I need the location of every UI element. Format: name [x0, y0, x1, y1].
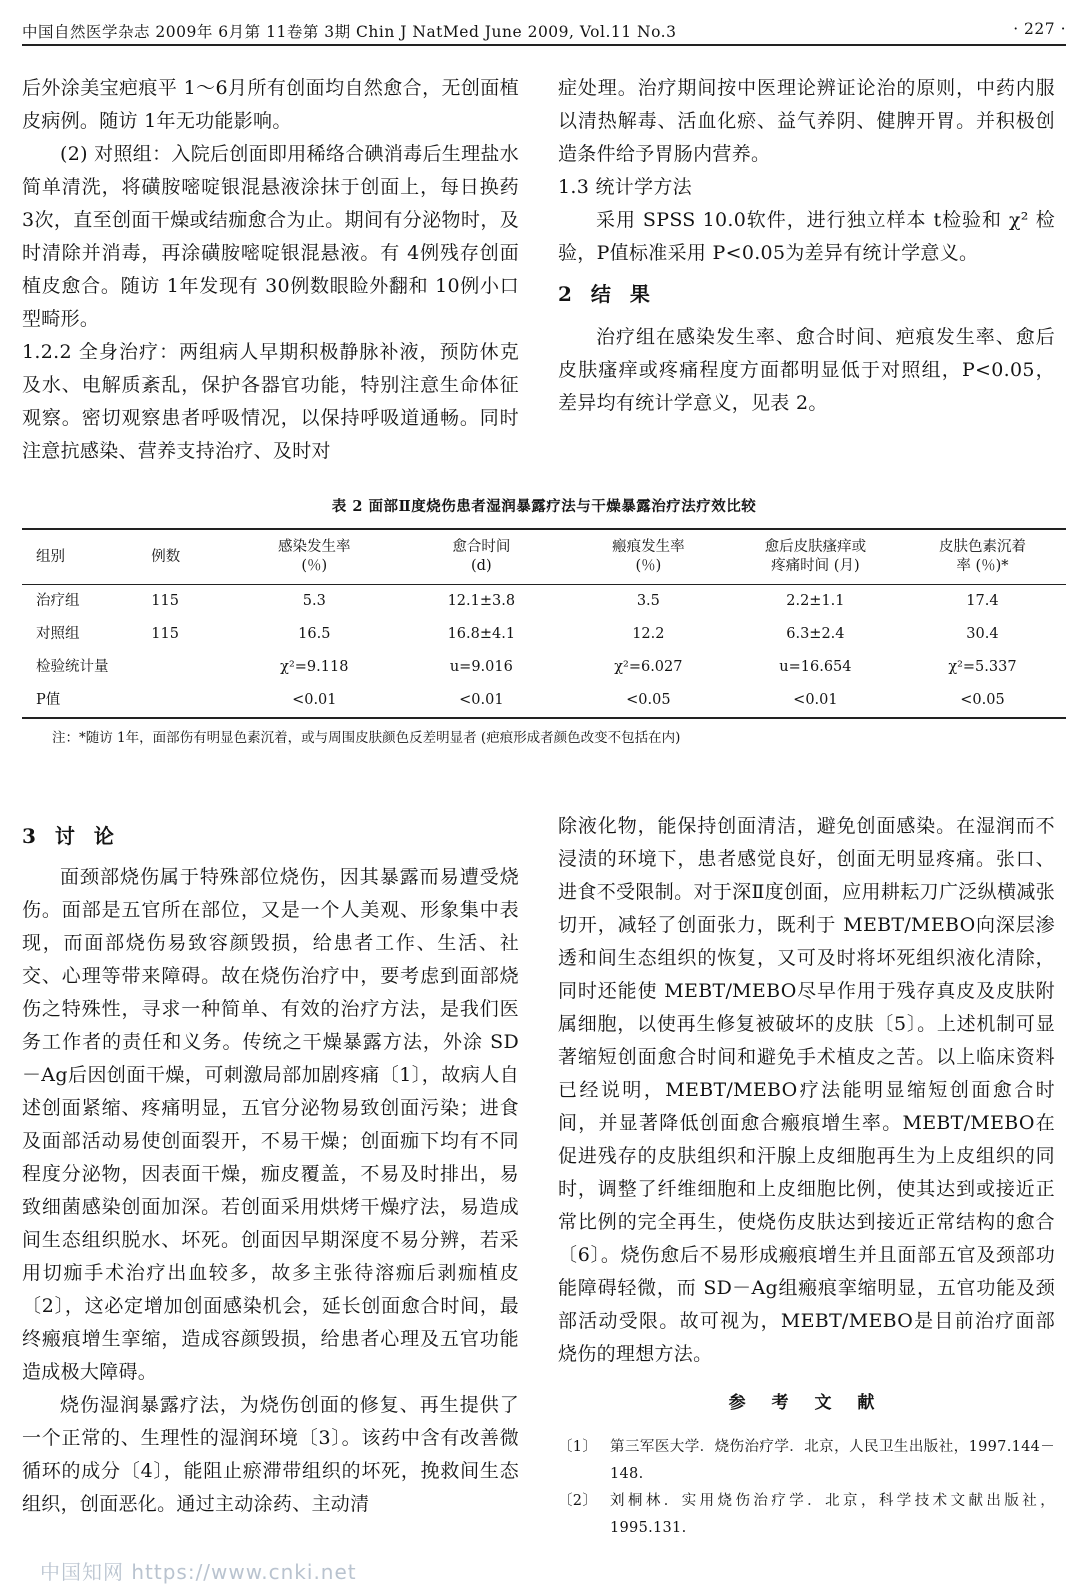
table-row: [22, 585, 1066, 619]
table-cell: 115: [151, 626, 179, 642]
table-header-cell: 愈后皮肤瘙痒或 疼痛时间 (月): [732, 529, 899, 585]
reference-number: 〔2〕: [558, 1493, 598, 1509]
table-cell: u=16.654: [779, 659, 852, 675]
table-cell: 检验统计量: [36, 659, 109, 675]
paragraph-discussion-3: 除液化物，能保持创面清洁，避免创面感染。在湿润而不浸渍的环境下，患者感觉良好，创面无明显疼痛。张口、进食不受限制。对于深Ⅱ度创面，应用耕耘刀广泛纵横减张切开，减轻了创面张力，既利于 MEBT/MEBO向深层渗透和间生态组织的恢复，又可及时将坏死组织液化清除，同时还能使 MEBT/MEBO尽早作用于残存真皮及皮肤附属细胞，以使再生修复被破坏的皮肤〔5〕。上述机制可显著缩短创面愈合时间和避免手术植皮之苦。以上临床资料已经说明，MEBT/MEBO疗法能明显缩短创面愈合时间，并显著降低创面愈合瘢痕增生率。MEBT/MEBO在促进残存的皮肤组织和汗腺上皮细胞再生为上皮组织的同时，调整了纤维细胞和上皮细胞比例，使其达到或接近正常比例的完全再生，使烧伤皮肤达到接近正常结构的愈合〔6〕。烧伤愈后不易形成瘢痕增生并且面部五官及颈部功能障碍轻微，而 SD－Ag组瘢痕挛缩明显，五官功能及颈部活动受限。故可视为，MEBT/MEBO是目前治疗面部烧伤的理想方法。: [558, 815, 1055, 1365]
table-row: [22, 618, 1066, 651]
table-row: [22, 651, 1066, 684]
table-2: [22, 496, 1066, 749]
section-heading-results: 2 结 果: [558, 282, 656, 306]
paragraph-discussion-2: 烧伤湿润暴露疗法，为烧伤创面的修复、再生提供了一个正常的、生理性的湿润环境〔3〕。该药中含有改善微循环的成分〔4〕，能阻止瘀滞带组织的坏死，挽救间生态组织，创面恶化。通过主动涂药、主动清: [22, 1394, 519, 1515]
table-cell: 115: [151, 593, 179, 609]
discussion-right-column: [558, 810, 1055, 1542]
section-heading-discussion: 3 讨 论: [22, 824, 120, 848]
table-title: 表 2 面部Ⅱ度烧伤患者湿润暴露疗法与干燥暴露治疗法疗效比较: [331, 498, 757, 515]
table-cell: <0.05: [565, 684, 732, 718]
table-cell: <0.05: [899, 684, 1066, 718]
table-cell: 12.1±3.8: [447, 593, 516, 609]
table-header-cell: 皮肤色素沉着 率 (％)*: [899, 529, 1066, 585]
table-cell: 6.3±2.4: [786, 626, 845, 642]
table-footnote: 注：*随访 1年，面部伤有明显色素沉着，或与周围皮肤颜色反差明显者 (疤痕形成者颜色改变不包括在内): [52, 730, 681, 746]
table-header-cell: 感染发生率 (％): [231, 529, 398, 585]
table-cell: χ²=9.118: [280, 659, 349, 675]
header-rule: [22, 44, 1066, 46]
table-cell: <0.01: [732, 684, 899, 718]
table-header-cell: 例数: [147, 529, 231, 585]
table-header-cell: 组别: [22, 529, 147, 585]
table-cell: P值: [22, 684, 147, 718]
reference-text: 第三军医大学．烧伤治疗学．北京，人民卫生出版社，1997.144－148.: [610, 1439, 1055, 1482]
subsection-heading-statistics: 1.3 统计学方法: [558, 176, 692, 198]
paragraph-results: 治疗组在感染发生率、愈合时间、疤痕发生率、愈后皮肤瘙痒或疼痛程度方面都明显低于对照组，P<0.05，差异均有统计学意义，见表 2。: [558, 326, 1055, 414]
discussion-left-column: [22, 818, 519, 1521]
header-page-number: · 227 ·: [1013, 20, 1066, 38]
table-cell: 17.4: [966, 593, 999, 609]
table-cell: <0.01: [231, 684, 398, 718]
table-cell: 30.4: [966, 626, 999, 642]
table-header-row: [22, 529, 1066, 585]
table-cell: 治疗组: [36, 593, 80, 609]
reference-item: [558, 1488, 1055, 1542]
table-cell: [147, 684, 231, 718]
table-cell: 16.5: [298, 626, 331, 642]
table-cell: <0.01: [398, 684, 565, 718]
results-table: [22, 528, 1066, 719]
paragraph: 后外涂美宝疤痕平 1～6月所有创面均自然愈合，无创面植皮病例。随访 1年无功能影响。: [22, 77, 519, 132]
table-cell: 5.3: [302, 593, 326, 609]
table-row: [22, 684, 1066, 718]
top-right-column: [558, 72, 1055, 420]
references-title: 参 考 文 献: [728, 1393, 885, 1413]
top-left-column: [22, 72, 519, 468]
table-cell: 12.2: [632, 626, 665, 642]
table-cell: 3.5: [636, 593, 660, 609]
table-cell: 对照组: [36, 626, 80, 642]
table-header-cell: 愈合时间 (d): [398, 529, 565, 585]
table-cell: χ²=5.337: [948, 659, 1017, 675]
paragraph-discussion-1: 面颈部烧伤属于特殊部位烧伤，因其暴露而易遭受烧伤。面部是五官所在部位，又是一个人美观、形象集中表现，而面部烧伤易致容颜毁损，给患者工作、生活、社交、心理等带来障碍。故在烧伤治疗中，要考虑到面部烧伤之特殊性，寻求一种简单、有效的治疗方法，是我们医务工作者的责任和义务。传统之干燥暴露方法，外涂 SD－Ag后因创面干燥，可刺激局部加剧疼痛〔1〕，故病人自述创面紧缩、疼痛明显，五官分泌物易致创面污染；进食及面部活动易使创面裂开，不易干燥；创面痂下均有不同程度分泌物，因表面干燥，痂皮覆盖，不易及时排出，易致细菌感染创面加深。若创面采用烘烤干燥疗法，易造成间生态组织脱水、坏死。创面因早期深度不易分辨，若采用切痂手术治疗出血较多，故多主张待溶痂后剥痂植皮〔2〕，这必定增加创面感染机会，延长创面愈合时间，最终瘢痕增生挛缩，造成容颜毁损，给患者心理及五官功能造成极大障碍。: [22, 866, 519, 1383]
paragraph: 症处理。治疗期间按中医理论辨证论治的原则，中药内服以清热解毒、活血化瘀、益气养阴、健脾开胃。并积极创造条件给予胃肠内营养。: [558, 77, 1055, 165]
table-cell: 2.2±1.1: [786, 593, 845, 609]
paragraph-control-group: (2) 对照组：入院后创面即用稀络合碘消毒后生理盐水简单清洗，将磺胺嘧啶银混悬液涂抹于创面上，每日换药 3次，直至创面干燥或结痂愈合为止。期间有分泌物时，及时清除并消毒，再涂磺胺嘧啶银混悬液。有 4例残存创面植皮愈合。随访 1年发现有 30例数眼睑外翻和 10例小口型畸形。: [22, 143, 519, 330]
table-cell: 16.8±4.1: [447, 626, 516, 642]
header-journal-info: 中国自然医学杂志 2009年 6月第 11卷第 3期 Chin J NatMed June 2009, Vol.11 No.3: [22, 23, 677, 41]
reference-number: 〔1〕: [558, 1439, 598, 1455]
table-cell: [147, 651, 231, 684]
watermark: 中国知网 https://www.cnki.net: [40, 1560, 357, 1584]
table-header-cell: 瘢痕发生率 (％): [565, 529, 732, 585]
reference-text: 刘桐林．实用烧伤治疗学．北京，科学技术文献出版社，1995.131.: [610, 1493, 1055, 1536]
table-cell: χ²=6.027: [614, 659, 683, 675]
paragraph-statistics: 采用 SPSS 10.0软件，进行独立样本 t检验和 χ² 检验，P值标准采用 P<0.05为差异有统计学意义。: [558, 209, 1055, 264]
table-cell: u=9.016: [449, 659, 513, 675]
paragraph-systemic-treatment: 1.2.2 全身治疗：两组病人早期积极静脉补液，预防休克及水、电解质紊乱，保护各器官功能，特别注意生命体征观察。密切观察患者呼吸情况，以保持呼吸道通畅。同时注意抗感染、营养支持治疗、及时对: [22, 341, 519, 462]
reference-item: [558, 1434, 1055, 1488]
